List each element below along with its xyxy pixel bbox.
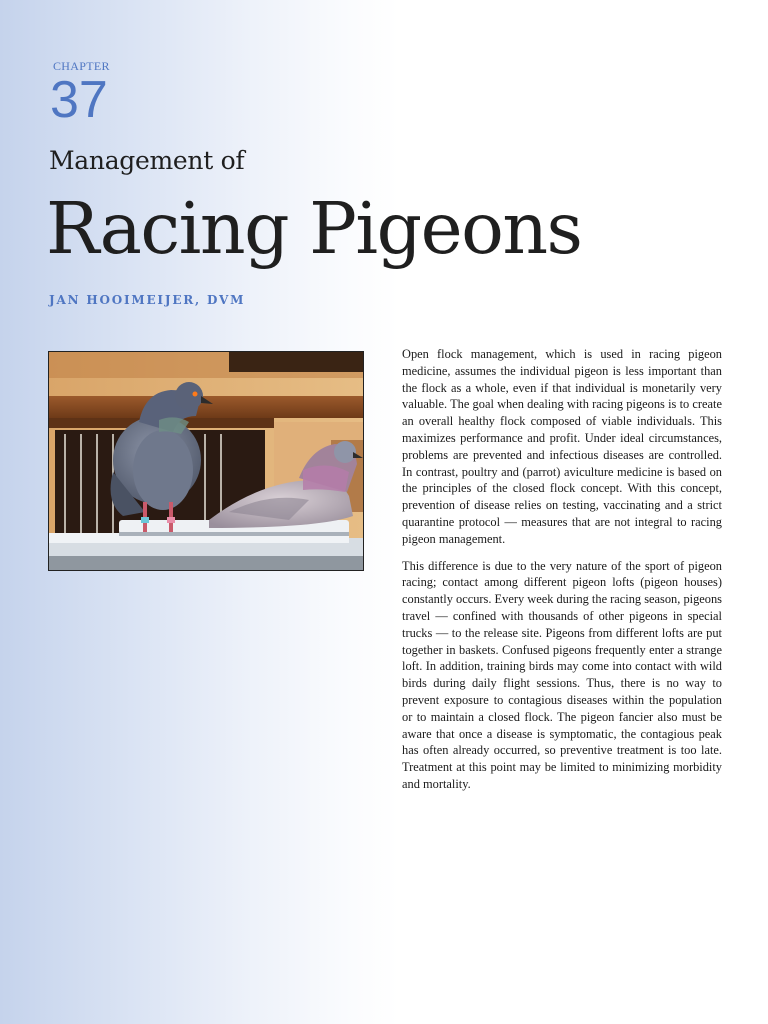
chapter-number: 37 (50, 71, 108, 129)
paragraph-2: This difference is due to the very nature of the sport of pigeon racing; contact among different pigeon lofts (pigeon houses) constantly occurs. Every week during the racing season, pigeons travel — confined with thousands of other pigeons in special trucks — to the release site. Pigeons from different lofts are put together in baskets. Confused pigeons frequently enter a strange loft. In addition, training birds may come into contact with wild birds during daily flight sessions. Thus, there is no way to prevent exposure to contagious diseases within the population or to maintain a closed flock. The pigeon fancier also must be aware that once a disease is symptomatic, the contagious peak has often already occurred, so preventive treatment is too late. Treatment at this point may be limited to minimizing morbidity and mortality. (402, 558, 722, 791)
chapter-title-line1: Management of (49, 146, 245, 175)
chapter-title-line2: Racing Pigeons (46, 187, 582, 270)
pigeon-photo-illustration (49, 352, 363, 570)
paragraph-1: Open flock management, which is used in racing pigeon medicine, assumes the individual pigeon is less important than the flock as a whole, even if that individual is monetarily very valuable. The goal when dealing with racing pigeons is to create an overall healthy flock composed of viable individuals. This maximizes performance and profit. Under ideal circumstances, problems are prevented and infectious diseases are controlled. In contrast, poultry and (parrot) aviculture medicine is based on the principles of the closed flock concept. With this concept, prevention of disease relies on testing, vaccinating and a strict quarantine protocol — measures that are not integral to racing pigeon management. (402, 347, 722, 546)
pigeon-photo (48, 351, 364, 571)
chapter-label: CHAPTER (53, 59, 110, 73)
body-text (402, 346, 722, 803)
author-byline: JAN HOOIMEIJER, DVM (49, 293, 246, 307)
